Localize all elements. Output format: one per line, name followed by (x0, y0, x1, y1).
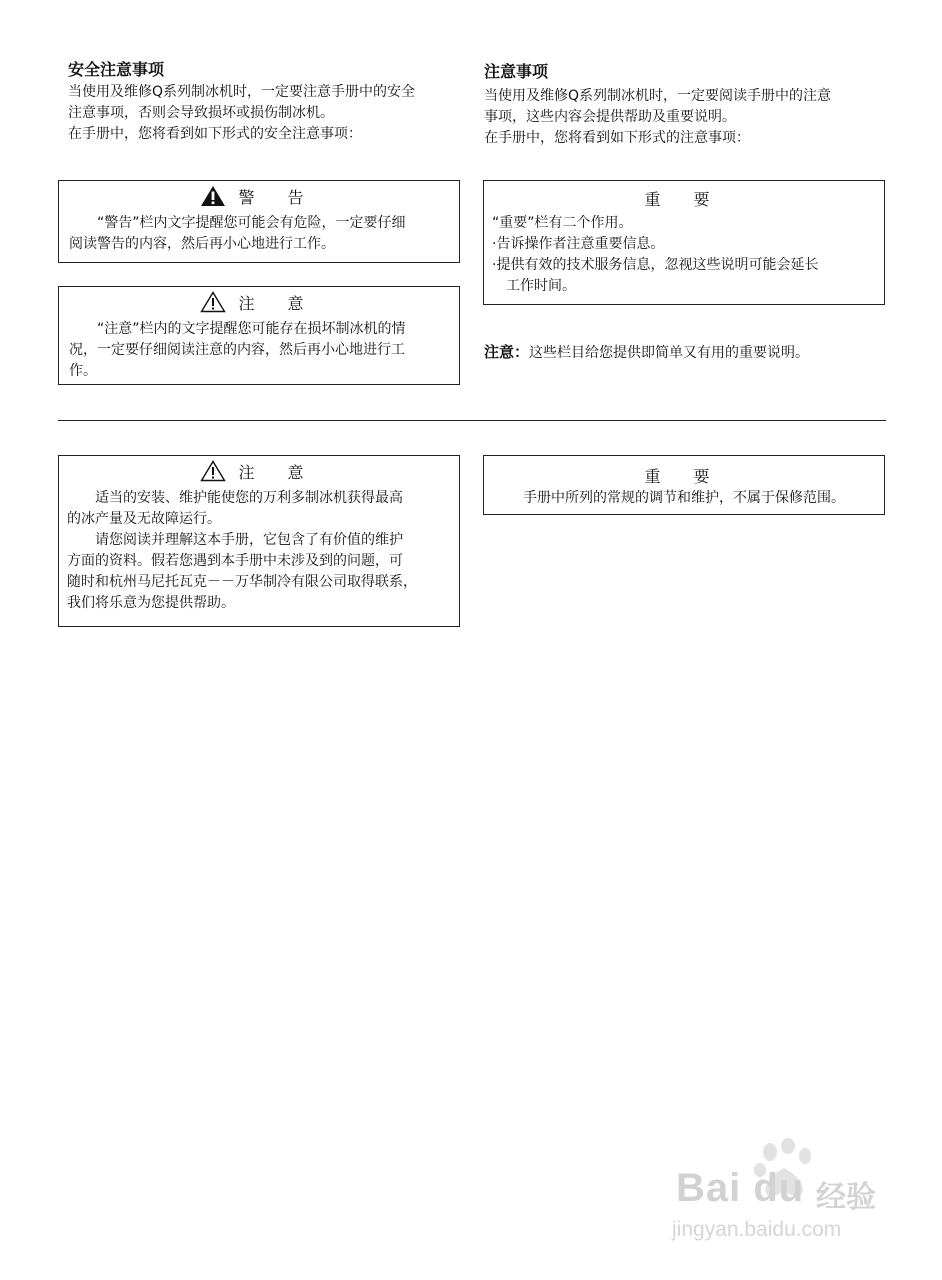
caution-title-row (69, 291, 449, 319)
bottom-important-title: 重 要 (644, 467, 724, 486)
important-box (483, 180, 885, 305)
bottom-important-box (483, 455, 885, 515)
notice-intro-line: 当使用及维修Q系列制冰机时，一定要阅读手册中的注意 (484, 88, 832, 104)
warning-box (58, 180, 460, 263)
important-line: “重要”栏有二个作用。 (492, 215, 633, 231)
bottom-caution-line: 方面的资料。假若您遇到本手册中未涉及到的问题，可 (67, 553, 403, 569)
baidu-jingyan-watermark (668, 1138, 918, 1248)
caution-box (58, 286, 460, 385)
notice-intro (484, 86, 884, 149)
bottom-caution-line: 我们将乐意为您提供帮助。 (67, 595, 235, 611)
important-line: ·告诉操作者注意重要信息。 (492, 236, 665, 252)
note-label: 注意： (484, 343, 530, 361)
warning-line: “警告”栏内文字提醒您可能会有危险，一定要仔细 (97, 215, 406, 231)
safety-heading: 安全注意事项 (68, 60, 165, 79)
important-line: 工作时间。 (506, 278, 576, 294)
important-body (492, 213, 876, 297)
bottom-caution-title-row (67, 460, 451, 488)
notice-intro-line: 在手册中，您将看到如下形式的注意事项： (484, 130, 750, 146)
bottom-caution-box (58, 455, 460, 627)
watermark-brand-cn: 经验 (816, 1180, 876, 1215)
bottom-caution-body (67, 488, 451, 614)
caution-outline-icon (200, 460, 226, 488)
watermark-url: jingyan.baidu.com (672, 1218, 842, 1241)
caution-line: “注意”栏内的文字提醒您可能存在损坏制冰机的情 (97, 321, 406, 337)
warning-filled-icon (200, 185, 226, 213)
caution-line: 况，一定要仔细阅读注意的内容，然后再小心地进行工 (69, 342, 405, 358)
note-text: 这些栏目给您提供即简单又有用的重要说明。 (529, 345, 810, 361)
caution-body (69, 319, 449, 382)
safety-intro-line: 当使用及维修Q系列制冰机时，一定要注意手册中的安全 (68, 84, 416, 100)
watermark-brand: Bai du (676, 1166, 805, 1210)
important-line: ·提供有效的技术服务信息，忽视这些说明可能会延长 (492, 257, 819, 273)
note-row (484, 342, 904, 364)
safety-intro (68, 82, 468, 145)
bottom-caution-line: 请您阅读并理解这本手册，它包含了有价值的维护 (95, 532, 403, 548)
bottom-caution-title: 注 意 (238, 463, 318, 482)
caution-line: 作。 (69, 363, 97, 379)
warning-body (69, 213, 449, 255)
bottom-important-line: 手册中所列的常规的调节和维护，不属于保修范围。 (523, 490, 845, 506)
bottom-caution-line: 随时和杭州马尼托瓦克－－万华制冷有限公司取得联系， (67, 574, 417, 590)
caution-outline-icon (200, 291, 226, 319)
notice-intro-line: 事项，这些内容会提供帮助及重要说明。 (484, 109, 736, 125)
section-divider (58, 420, 886, 421)
warning-title: 警 告 (238, 188, 318, 207)
bottom-caution-line: 的冰产量及无故障运行。 (67, 511, 221, 527)
safety-intro-line: 在手册中，您将看到如下形式的安全注意事项： (68, 126, 362, 142)
notice-heading: 注意事项 (484, 62, 549, 81)
bottom-caution-line: 适当的安装、维护能使您的万利多制冰机获得最高 (95, 490, 403, 506)
warning-line: 阅读警告的内容，然后再小心地进行工作。 (69, 236, 335, 252)
caution-title: 注 意 (238, 294, 318, 313)
safety-intro-line: 注意事项，否则会导致损坏或损伤制冰机。 (68, 105, 334, 121)
warning-title-row (69, 185, 449, 213)
important-title: 重 要 (644, 190, 724, 209)
